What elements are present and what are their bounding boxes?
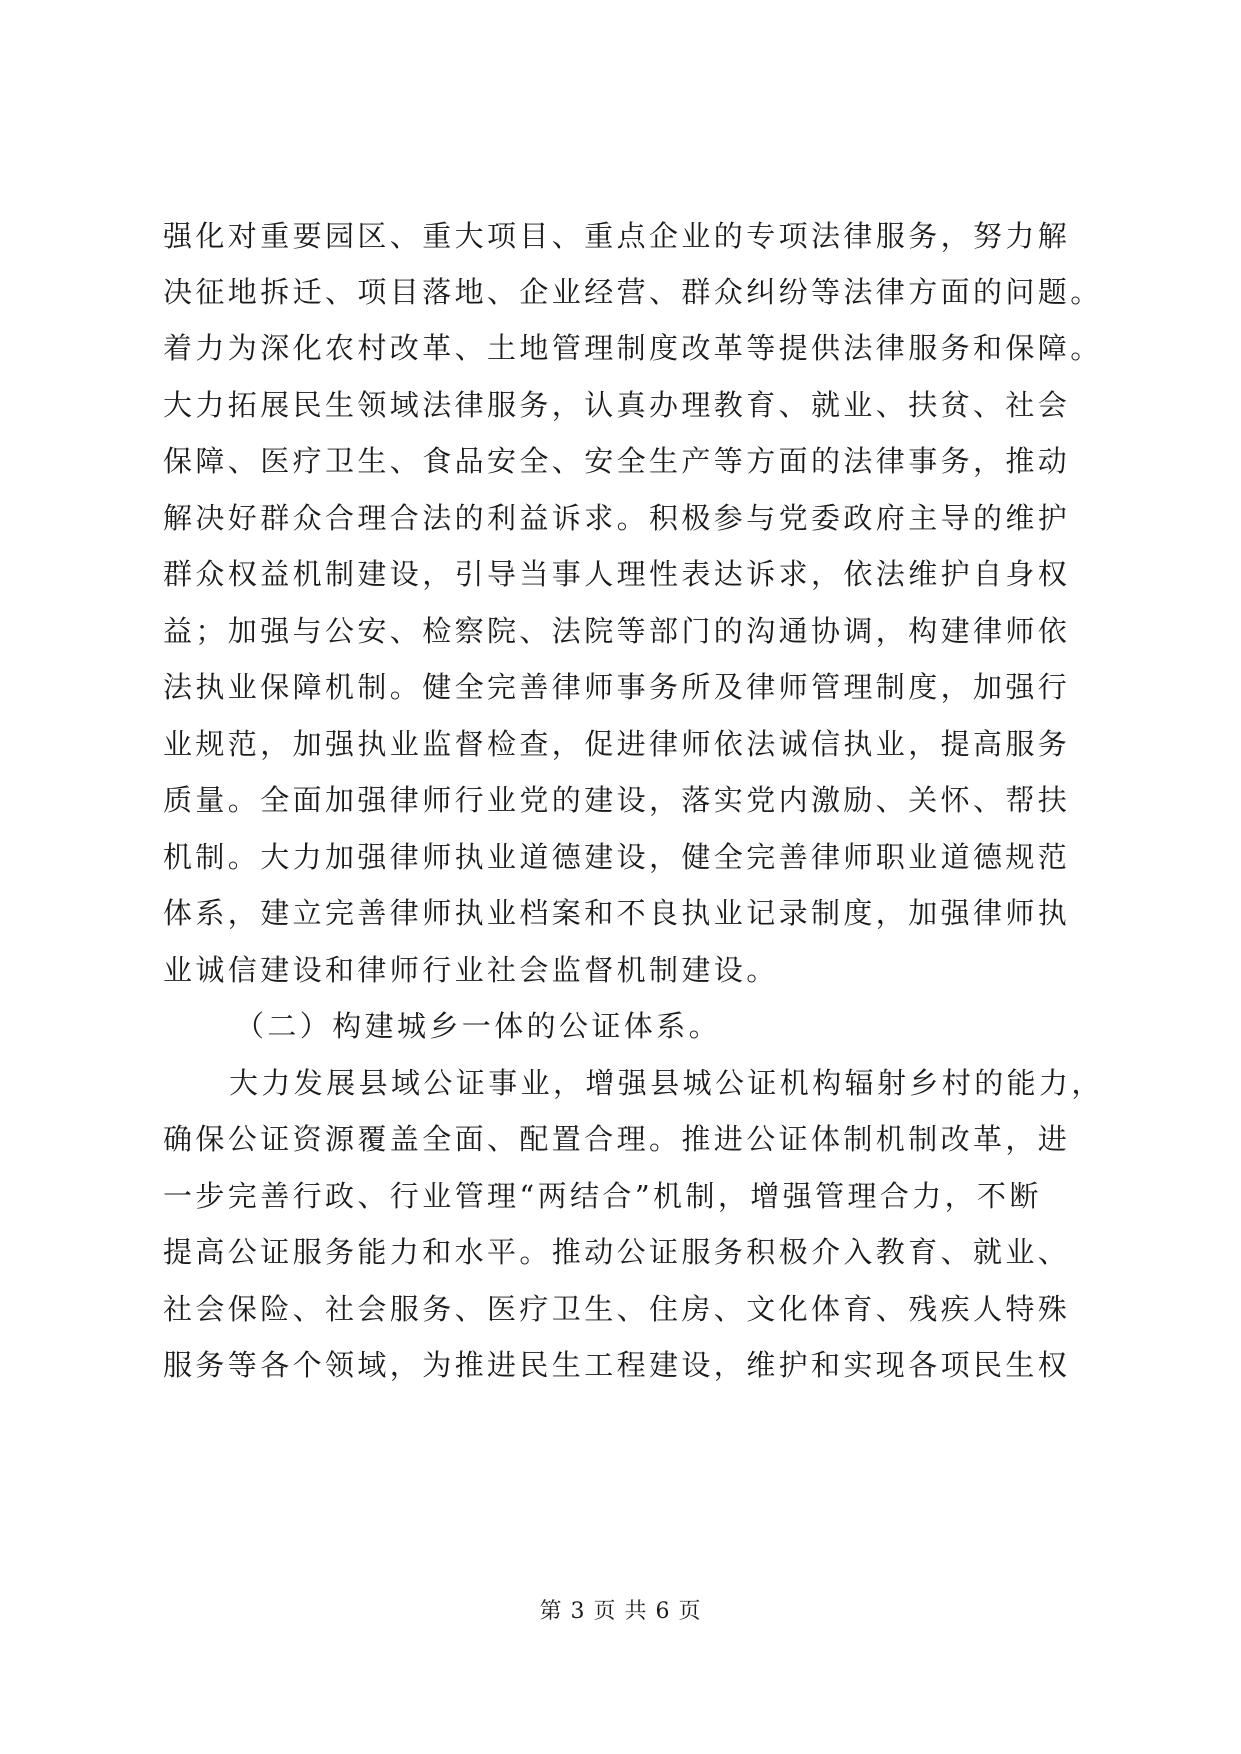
- text-line: 一步完善行政、行业管理“两结合”机制，增强管理合力，不断: [163, 1179, 1042, 1213]
- section-heading: （二）构建城乡一体的公证体系。: [235, 1009, 722, 1043]
- text-line: 提高公证服务能力和水平。推动公证服务积极介入教育、就业、: [163, 1235, 1071, 1269]
- text-line: 业规范，加强执业监督检查，促进律师依法诚信执业，提高服务: [163, 727, 1071, 761]
- text-line: 业诚信建设和律师行业社会监督机制建设。: [163, 953, 779, 987]
- text-line: 保障、医疗卫生、食品安全、安全生产等方面的法律事务，推动: [163, 444, 1071, 478]
- paragraph-first-line: 大力发展县域公证事业，增强县城公证机构辐射乡村的能力，: [229, 1066, 1104, 1100]
- text-line: 解决好群众合理合法的利益诉求。积极参与党委政府主导的维护: [163, 501, 1071, 535]
- text-line: 群众权益机制建设，引导当事人理性表达诉求，依法维护自身权: [163, 557, 1071, 591]
- text-line: 益；加强与公安、检察院、法院等部门的沟通协调，构建律师依: [163, 614, 1071, 648]
- text-line: 大力拓展民生领域法律服务，认真办理教育、就业、扶贫、社会: [163, 388, 1071, 422]
- page-number: 第 3 页 共 6 页: [539, 1599, 702, 1624]
- text-line: 体系，建立完善律师执业档案和不良执业记录制度，加强律师执: [163, 896, 1071, 930]
- text-line: 服务等各个领域，为推进民生工程建设，维护和实现各项民生权: [163, 1348, 1071, 1382]
- text-line: 决征地拆迁、项目落地、企业经营、群众纠纷等法律方面的问题。: [163, 275, 1103, 309]
- text-line: 着力为深化农村改革、土地管理制度改革等提供法律服务和保障。: [163, 331, 1103, 365]
- text-line: 法执业保障机制。健全完善律师事务所及律师管理制度，加强行: [163, 670, 1071, 704]
- text-line: 确保公证资源覆盖全面、配置合理。推进公证体制机制改革，进: [163, 1122, 1071, 1156]
- text-line: 机制。大力加强律师执业道德建设，健全完善律师职业道德规范: [163, 840, 1071, 874]
- text-line: 强化对重要园区、重大项目、重点企业的专项法律服务，努力解: [163, 219, 1071, 253]
- text-line: 质量。全面加强律师行业党的建设，落实党内激励、关怀、帮扶: [163, 783, 1071, 817]
- text-line: 社会保险、社会服务、医疗卫生、住房、文化体育、残疾人特殊: [163, 1292, 1071, 1326]
